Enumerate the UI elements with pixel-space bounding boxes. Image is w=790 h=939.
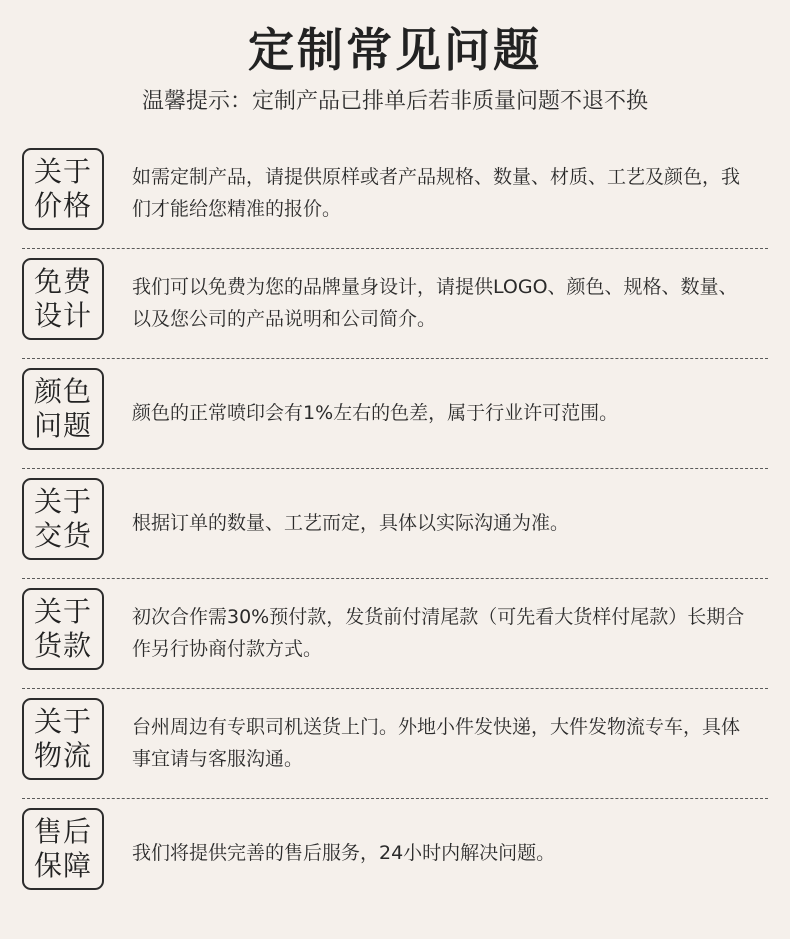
faq-answer-text: 我们可以免费为您的品牌量身设计，请提供LOGO、颜色、规格、数量、以及您公司的产品说明和公司简介。	[132, 276, 738, 330]
faq-answer	[132, 798, 752, 908]
faq-tag-line: 关于	[33, 485, 92, 518]
page-title: 定制常见问题	[248, 23, 542, 77]
faq-tag-line: 保障	[33, 849, 92, 882]
faq-answer	[132, 138, 752, 248]
notice-subtitle: 温馨提示：定制产品已排单后若非质量问题不退不换	[141, 89, 648, 114]
faq-answer-text: 我们将提供完善的售后服务，24小时内解决问题。	[132, 842, 556, 864]
faq-answer	[132, 468, 752, 578]
faq-tag-line: 问题	[33, 409, 92, 442]
faq-answer-text: 颜色的正常喷印会有1%左右的色差，属于行业许可范围。	[132, 402, 619, 424]
faq-answer	[132, 358, 752, 468]
faq-tag	[22, 808, 104, 890]
faq-tag-line: 关于	[33, 155, 92, 188]
faq-item-delivery	[0, 468, 790, 578]
faq-tag-line: 货款	[33, 629, 92, 662]
faq-answer-text: 如需定制产品，请提供原样或者产品规格、数量、材质、工艺及颜色，我们才能给您精准的报价。	[132, 166, 741, 220]
faq-tag	[22, 258, 104, 340]
faq-answer	[132, 688, 752, 798]
faq-item-price	[0, 138, 790, 248]
faq-tag-line: 关于	[33, 595, 92, 628]
faq-item-color	[0, 358, 790, 468]
faq-tag-line: 价格	[33, 189, 92, 222]
faq-tag	[22, 588, 104, 670]
faq-item-design	[0, 248, 790, 358]
faq-tag-line: 售后	[33, 815, 92, 848]
faq-tag-line: 关于	[33, 705, 92, 738]
faq-answer	[132, 578, 752, 688]
faq-item-payment	[0, 578, 790, 688]
faq-answer	[132, 248, 752, 358]
faq-tag	[22, 478, 104, 560]
faq-tag-line: 物流	[33, 739, 92, 772]
faq-tag-line: 设计	[33, 299, 92, 332]
faq-answer-text: 初次合作需30%预付款，发货前付清尾款（可先看大货样付尾款）长期合作另行协商付款方式。	[132, 606, 745, 660]
faq-answer-text: 根据订单的数量、工艺而定，具体以实际沟通为准。	[132, 512, 570, 534]
faq-tag	[22, 698, 104, 780]
faq-tag	[22, 368, 104, 450]
faq-tag-line: 免费	[33, 265, 92, 298]
faq-item-aftersales	[0, 798, 790, 908]
faq-tag-line: 交货	[33, 519, 92, 552]
faq-tag-line: 颜色	[33, 375, 92, 408]
faq-list	[0, 138, 790, 908]
faq-item-logistics	[0, 688, 790, 798]
faq-answer-text: 台州周边有专职司机送货上门。外地小件发快递，大件发物流专车，具体事宜请与客服沟通。	[132, 716, 741, 770]
faq-tag	[22, 148, 104, 230]
